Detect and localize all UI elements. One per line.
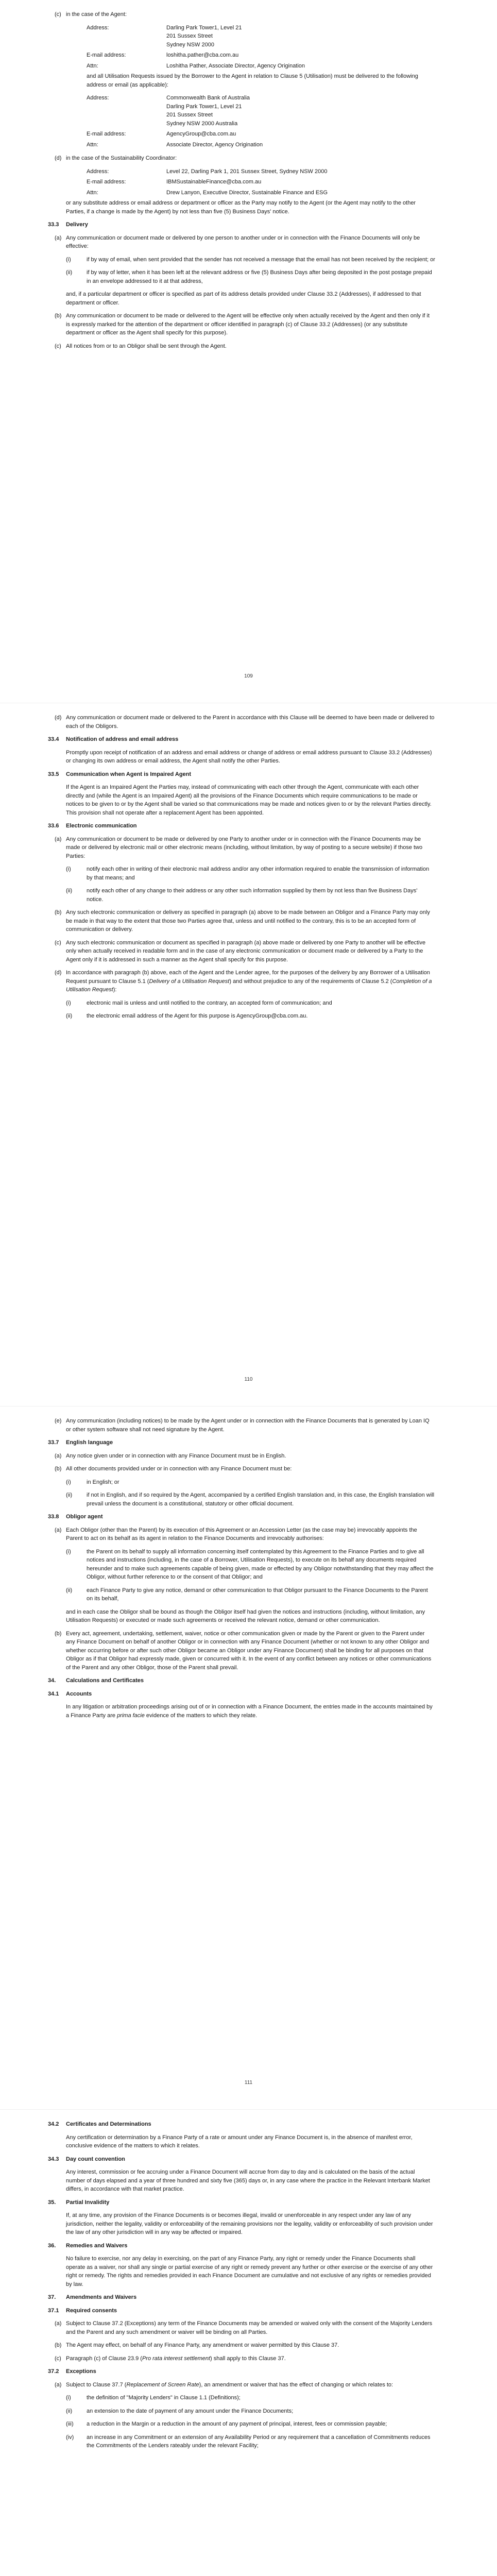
- section-number: 33.4: [48, 736, 59, 742]
- clause-text: [66, 2354, 435, 2363]
- clause-number: (c): [55, 2355, 61, 2362]
- text-run: In accordance with paragraph (b) above, each of the Agent and the Lender agree, for the purposes of the delivery by any Borrower of a Utilisation Request pursuant to Clause 5.1 (: [66, 970, 430, 985]
- clause-number: (b): [55, 909, 62, 916]
- subclause-number: (iii): [66, 2421, 74, 2427]
- section-heading: Partial Invalidity: [66, 2199, 110, 2206]
- clause-number: (b): [55, 1630, 62, 1637]
- clause-text: The Agent may effect, on behalf of any Finance Party, any amendment or waiver permitted by this Clause 37.: [66, 2342, 339, 2348]
- section-heading: Communication when Agent is Impaired Agent: [66, 771, 192, 777]
- section-text: No failure to exercise, nor any delay in exercising, on the part of any Finance Party, any right or remedy under the Finance Documents shall operate as a waiver, nor shall any single or partial exercise of any right or remedy prevent any further or other exercise or the exercise of any other right or remedy. The rights and remedies provided in each Finance Document are cumulative and not exclusive of any rights or remedies provided by law.: [66, 2256, 433, 2287]
- subclause-number: (i): [66, 2395, 71, 2401]
- subclause-text: the definition of "Majority Lenders" in Clause 1.1 (Definitions);: [87, 2395, 241, 2401]
- sust-attn: [0, 189, 497, 197]
- subclause-number: (i): [66, 256, 71, 263]
- section-number: 34.1: [48, 1690, 59, 1697]
- section-heading: Certificates and Determinations: [66, 2121, 151, 2127]
- text-run: evidence of the matters to which they relate.: [144, 1712, 258, 1719]
- text-run-italic: Delivery of a Utilisation Request: [149, 978, 230, 985]
- field-value: Loshitha Pather, Associate Director, Agency Origination: [166, 62, 305, 69]
- text-run: ) shall apply to this Clause 37.: [210, 2355, 286, 2362]
- clause-number: (d): [55, 970, 62, 976]
- section-heading: Amendments and Waivers: [66, 2294, 137, 2300]
- field-label: Address:: [87, 24, 109, 31]
- subclause-text: electronic mail is unless and until notified to the contrary, an accepted form of communication; and: [87, 999, 332, 1006]
- text-run: Subject to Clause 37.7 (: [66, 2381, 127, 2388]
- clause-c: [0, 2354, 497, 2363]
- clause-d: [0, 714, 497, 731]
- subclause-text: if by way of email, when sent provided that the sender has not received a message that the email has not been received by the recipient; or: [87, 256, 435, 263]
- section-heading: Accounts: [66, 1690, 92, 1697]
- section-34-3: [0, 2155, 497, 2164]
- field-label: Attn:: [87, 141, 98, 148]
- subclause-text: in English; or: [87, 1479, 119, 1485]
- section-number: 33.6: [48, 823, 59, 829]
- clause-number: (b): [55, 1466, 62, 1472]
- section-33-5: [0, 770, 497, 779]
- subclause-text: the Parent on its behalf to supply all information concerning itself contemplated by this Agreement to the Finance Parties and to give all notices and instructions (including, in the case of a Borrower, Utilisation Requests), to execute on its behalf any documents required hereunder and to make such agreements capable of being given, made or effected by any Obligor notwithstanding that they may affect the Obligor, without further reference to or the consent of that Obligor; and: [87, 1548, 434, 1580]
- clause-text: in the case of the Sustainability Coordinator:: [66, 155, 177, 161]
- page-number: 109: [244, 673, 253, 679]
- subclause-ii: [0, 1491, 497, 1508]
- subclause-ii: [0, 268, 497, 285]
- clause-text: Any communication or document made or delivered to the Parent in accordance with this Clause will be deemed to have been made or delivered to each of the Obligors.: [66, 715, 435, 730]
- subclause-number: (ii): [66, 1492, 73, 1498]
- clause-a: [0, 2381, 497, 2389]
- section-number: 36.: [48, 2242, 56, 2249]
- clause-a-after: and, if a particular department or officer is specified as part of its address details provided under Clause 33.2 (Addresses), if addressed to that department or officer.: [66, 291, 421, 306]
- subclause-text: each Finance Party to give any notice, demand or other communication to that Obligor pursuant to the Finance Documents to the Parent on its behalf,: [87, 1587, 428, 1602]
- section-33-6: [0, 822, 497, 831]
- text-run-italic: Completion of a Utilisation Request: [66, 978, 432, 993]
- clause-text: Any such electronic communication or document as specified in paragraph (a) above made or delivered by one Party to another will be effective only when actually received in readable form and in the case of any electronic communication or document made or delivered by a Party to the Agent only if it is addressed in such a manner as the Agent shall specify for this purpose.: [66, 939, 426, 963]
- subclause-text: a reduction in the Margin or a reduction in the amount of any payment of principal, interest, fees or commission payable;: [87, 2421, 387, 2427]
- sust-email: [0, 178, 497, 187]
- subclause-i: [0, 1478, 497, 1487]
- section-heading: Remedies and Waivers: [66, 2242, 128, 2249]
- section-text: Any certification or determination by a Finance Party of a rate or amount under any Finance Document is, in the absence of manifest error, conclusive evidence of the matters to which it relates.: [66, 2134, 413, 2149]
- clause-number: (b): [55, 2342, 62, 2348]
- subclause-number: (ii): [66, 2408, 73, 2414]
- section-text: Any interest, commission or fee accruing under a Finance Document will accrue from day to day and is calculated on the basis of the actual number of days elapsed and a year of three hundred and sixty five (365) days or, in any case where the practice in the Relevant Interbank Market differs, in accordance with that market practice.: [66, 2169, 430, 2192]
- section-number: 33.5: [48, 771, 59, 777]
- field-value: loshitha.pather@cba.com.au: [166, 52, 239, 58]
- substitute-note: or any substitute address or email address or department or officer as the Party may notify to the Agent (or the Agent may notify to the other Parties, if a change is made by the Agent) by not less than five (5) Business Days' notice.: [66, 200, 416, 215]
- section-33-7: [0, 1438, 497, 1447]
- section-heading: Exceptions: [66, 2368, 96, 2375]
- clause-a: [0, 2319, 497, 2336]
- subclause-text: notify each other of any change to their address or any other such information supplied by them by not less than five Business Days' notice.: [87, 888, 418, 903]
- clause-text: Any communication or document made or delivered by one person to another under or in connection with the Finance Documents will only be effective:: [66, 234, 420, 249]
- subclause-number: (i): [66, 866, 71, 872]
- agent-address: [0, 24, 497, 49]
- clause-text: Any communication or document to be made or delivered by one Party to another under or in connection with the Finance Documents may be made or delivered by electronic mail or other electronic means (including, without limitation, by way of posting to a secure website) if those two Parties:: [66, 836, 423, 859]
- clause-number: (d): [55, 715, 62, 721]
- clause-text: Any communication or document to be made or delivered to the Agent will be effective only when actually received by the Agent and then only if it is expressly marked for the attention of the department or officer identified in paragraph (c) of Clause 33.2 (Addresses) (or any substitute department or officer as the Agent shall specify for this purpose).: [66, 313, 430, 336]
- section-34-2: [0, 2120, 497, 2129]
- subclause-ii: [0, 1586, 497, 1603]
- subclause-text: if not in English, and if so required by the Agent, accompanied by a certified English translation and, in this case, the English translation will prevail unless the document is a constitutional, statutory or other official document.: [87, 1492, 435, 1507]
- field-label: Attn:: [87, 62, 98, 69]
- subclause-iv: [0, 2433, 497, 2450]
- subclause-i: [0, 1548, 497, 1582]
- clause-text: in the case of the Agent:: [66, 11, 127, 18]
- field-value: Drew Lanyon, Executive Director, Sustainable Finance and ESG: [166, 189, 328, 196]
- section-number: 34.2: [48, 2121, 59, 2127]
- clause-a: [0, 835, 497, 861]
- section-number: 34.: [48, 1677, 56, 1684]
- page-110: [0, 703, 497, 1406]
- subclause-text: if by way of letter, when it has been left at the relevant address or five (5) Business Days after being deposited in the post postage prepaid in an envelope addressed to it at that address,: [87, 269, 432, 284]
- section-37-2: [0, 2367, 497, 2376]
- section-37: [0, 2293, 497, 2302]
- section-35: [0, 2198, 497, 2207]
- subclause-i: [0, 865, 497, 882]
- field-value: IBMSustainableFinance@cba.com.au: [166, 179, 262, 185]
- field-value: AgencyGroup@cba.com.au: [166, 131, 236, 137]
- sust-address: [0, 167, 497, 176]
- section-text: [0, 1703, 497, 1720]
- clause-number: (b): [55, 313, 62, 319]
- section-number: 33.7: [48, 1439, 59, 1446]
- text-run: ) and without prejudice to any of the requirements of Clause 5.2 (: [229, 978, 392, 985]
- subclause-number: (i): [66, 1479, 71, 1485]
- subclause-number: (i): [66, 1548, 71, 1555]
- clause-number: (c): [55, 939, 61, 946]
- section-34: [0, 1676, 497, 1685]
- clause-d-sustainability: [0, 154, 497, 163]
- clause-text: All other documents provided under or in connection with any Finance Document must be:: [66, 1466, 292, 1472]
- clause-e: [0, 1417, 497, 1434]
- subclause-number: (i): [66, 999, 71, 1006]
- subclause-text: an extension to the date of payment of any amount under the Finance Documents;: [87, 2408, 294, 2414]
- section-number: 37.: [48, 2294, 56, 2300]
- text-run: ):: [113, 987, 117, 993]
- section-text: If the Agent is an Impaired Agent the Parties may, instead of communicating with each other through the Agent, communicate with each other directly and (while the Agent is an Impaired Agent) all the provisions of the Finance Documents which require communications to be made or notices to be given to or by the Agent shall be varied so that communications may be made and notices given to or by the relevant Parties directly. This provision shall not operate after a replacement Agent has been appointed.: [66, 784, 432, 816]
- section-text: Promptly upon receipt of notification of an address and email address or change of address or email address pursuant to Clause 33.2 (Addresses) or changing its own address or email address, the Agent shall notify the other Parties.: [66, 749, 432, 764]
- subclause-iii: [0, 2420, 497, 2429]
- clause-d2: [0, 969, 497, 994]
- subclause-i: [0, 256, 497, 264]
- agent-email: [0, 51, 497, 60]
- clause-c: [0, 342, 497, 351]
- page-109: [0, 0, 497, 703]
- clause-a: [0, 234, 497, 251]
- subclause-number: (ii): [66, 1587, 73, 1594]
- subclause-number: (ii): [66, 888, 73, 894]
- section-number: 35.: [48, 2199, 56, 2206]
- field-label: E-mail address:: [87, 131, 126, 137]
- page-number: 111: [244, 2080, 253, 2086]
- clause-a: [0, 1526, 497, 1543]
- agent-attn: [0, 62, 497, 71]
- subclause-text: an increase in any Commitment or an extension of any Availability Period or any requirement that a cancellation of Commitments reduces the Commitments of the Lenders rateably under the relevant Facility;: [87, 2434, 431, 2449]
- text-run-italic: Replacement of Screen Rate: [126, 2381, 199, 2388]
- section-number: 33.8: [48, 1514, 59, 1520]
- clause-text: Every act, agreement, undertaking, settlement, waiver, notice or other communication given or made by the Parent or given to the Parent under any Finance Document on behalf of another Obligor or in connection with any Finance Document (whether or not known to any other Obligor and whether occurring before or after such other Obligor became an Obligor under any Finance Document) shall be binding for all purposes on that Obligor as if that Obligor had expressly made, given or concurred with it. In the event of any conflict between any notices or other communications of the Parent and any other Obligor, those of the Parent shall prevail.: [66, 1630, 432, 1671]
- section-33-3: [0, 221, 497, 229]
- section-number: 37.1: [48, 2307, 59, 2314]
- section-33-4: [0, 735, 497, 744]
- field-value: Level 22, Darling Park 1, 201 Sussex Street, Sydney NSW 2000: [166, 168, 328, 175]
- subclause-ii: [0, 1012, 497, 1021]
- section-number: 37.2: [48, 2368, 59, 2375]
- page-number: 110: [244, 1377, 253, 1382]
- clause-text: Any such electronic communication or delivery as specified in paragraph (a) above to be made between an Obligor and a Finance Party may only be made in that way to the extent that those two Parties agree that, unless and until notified to the contrary, this is to be an accepted form of communication or delivery.: [66, 909, 430, 933]
- section-heading: Electronic communication: [66, 823, 137, 829]
- field-label: Attn:: [87, 189, 98, 196]
- clause-number: (a): [55, 2320, 62, 2327]
- text-run: Paragraph (c) of Clause 23.9 (: [66, 2355, 142, 2362]
- section-heading: Notification of address and email address: [66, 736, 179, 742]
- clause-text: [66, 969, 435, 994]
- clause-number: (a): [55, 1452, 62, 1459]
- section-text: If, at any time, any provision of the Finance Documents is or becomes illegal, invalid or unenforceable in any respect under any law of any jurisdiction, neither the legality, validity or enforceability of the remaining provisions nor the legality, validity or enforceability of such provision under the law of any other jurisdiction will in any way be affected or impaired.: [66, 2212, 433, 2235]
- clause-number: (e): [55, 1418, 62, 1424]
- utilisation-note: and all Utilisation Requests issued by the Borrower to the Agent in relation to Clause 5 (Utilisation) must be delivered to the following address or email (as applicable):: [87, 73, 418, 88]
- section-heading: Required consents: [66, 2307, 117, 2314]
- text-run-italic: Pro rata interest settlement: [142, 2355, 211, 2362]
- text-run-italic: prima facie: [117, 1712, 145, 1719]
- clause-b: [0, 908, 497, 934]
- section-36: [0, 2242, 497, 2250]
- section-33-8: [0, 1513, 497, 1521]
- field-label: E-mail address:: [87, 52, 126, 58]
- clause-number: (a): [55, 2381, 62, 2388]
- clause-number: (c): [55, 11, 61, 18]
- clause-b: [0, 2341, 497, 2350]
- field-label: E-mail address:: [87, 179, 126, 185]
- text-run: ), an amendment or waiver that has the effect of changing or which relates to:: [199, 2381, 393, 2388]
- section-number: 33.3: [48, 222, 59, 228]
- subclause-text: notify each other in writing of their electronic mail address and/or any other information required to enable the transmission of information by that means; and: [87, 866, 430, 881]
- clause-text: Subject to Clause 37.2 (Exceptions) any term of the Finance Documents may be amended or waived only with the consent of the Majority Lenders and the Parent and any such amendment or waiver will be binding on all Parties.: [66, 2320, 433, 2335]
- section-number: 34.3: [48, 2156, 59, 2162]
- text-run: In any litigation or arbitration proceedings arising out of or in connection with a Finance Document, the entries made in the accounts maintained by a Finance Party are: [66, 1704, 433, 1719]
- clause-b: [0, 312, 497, 337]
- clause-number: (c): [55, 343, 61, 349]
- utilisation-attn: [0, 141, 497, 149]
- subclause-number: (ii): [66, 269, 73, 276]
- section-37-1: [0, 2307, 497, 2315]
- field-label: Address:: [87, 168, 109, 175]
- section-heading: Obligor agent: [66, 1514, 103, 1520]
- clause-text: All notices from or to an Obligor shall be sent through the Agent.: [66, 343, 227, 349]
- subclause-text: the electronic email address of the Agent for this purpose is AgencyGroup@cba.com.au.: [87, 1013, 308, 1019]
- clause-c: [0, 939, 497, 964]
- field-label: Address:: [87, 95, 109, 101]
- subclause-number: (ii): [66, 1013, 73, 1019]
- subclause-number: (iv): [66, 2434, 74, 2441]
- page-111: [0, 1406, 497, 2110]
- field-value: Darling Park Tower1, Level 21 201 Sussex Street Sydney NSW 2000: [166, 24, 242, 48]
- subclause-ii: [0, 2407, 497, 2416]
- subclause-i: [0, 999, 497, 1008]
- clause-text: Any notice given under or in connection with any Finance Document must be in English.: [66, 1452, 286, 1459]
- clause-b: [0, 1465, 497, 1473]
- clause-number: (d): [55, 155, 62, 161]
- section-heading: Delivery: [66, 222, 88, 228]
- clause-number: (a): [55, 1527, 62, 1533]
- section-heading: Day count convention: [66, 2156, 125, 2162]
- section-heading: English language: [66, 1439, 113, 1446]
- clause-number: (a): [55, 836, 62, 842]
- subclause-i: [0, 2394, 497, 2402]
- clause-text: [66, 2381, 435, 2389]
- field-value: Commonwealth Bank of Australia Darling Park Tower1, Level 21 201 Sussex Street Sydney NSW 2000 Australia: [166, 95, 250, 127]
- section-heading: Calculations and Certificates: [66, 1677, 144, 1684]
- clause-c-agent: [0, 10, 497, 19]
- clause-number: (a): [55, 234, 62, 241]
- field-value: Associate Director, Agency Origination: [166, 141, 263, 148]
- subclause-ii: [0, 887, 497, 904]
- clause-a: [0, 1452, 497, 1461]
- section-34-1: [0, 1690, 497, 1699]
- clause-b: [0, 1630, 497, 1672]
- clause-text: Each Obligor (other than the Parent) by its execution of this Agreement or an Accession Letter (as the case may be) irrevocably appoints the Parent to act on its behalf as its agent in relation to the Finance Documents and irrevocably authorises:: [66, 1527, 417, 1541]
- clause-text: Any communication (including notices) to be made by the Agent under or in connection with the Finance Documents that is generated by Loan IQ or other system software shall not need signature by the Agent.: [66, 1418, 430, 1433]
- utilisation-address: [0, 94, 497, 128]
- page-112: [0, 2110, 497, 2576]
- utilisation-email: [0, 130, 497, 139]
- clause-a-after: and in each case the Obligor shall be bound as though the Obligor itself had given the notices and instructions (including, without limitation, any Utilisation Requests) or executed or made such agreements or received the relevant notice, demand or other communication.: [66, 1608, 425, 1623]
